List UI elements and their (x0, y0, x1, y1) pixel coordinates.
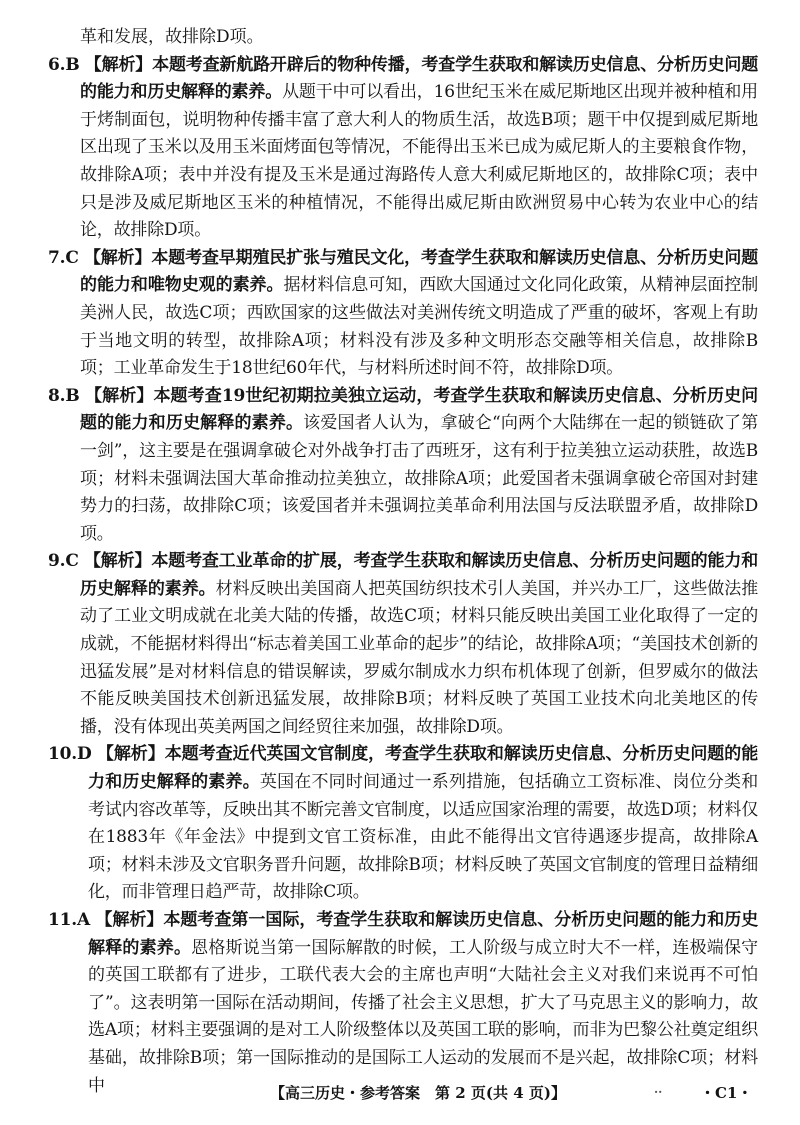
analysis-tag: 【解析】 (96, 744, 165, 765)
footer-page-info: 【高三历史・参考答案 第 2 页(共 4 页)】 (270, 1084, 566, 1102)
answer-body: 英国在不同时间通过一系列措施，包括确立工资标准、岗位分类和考试内容改革等，反映出其不断完善文官制度，以适应国家治理的需要，故选D项；材料仅在1883年《年金法》中提到文官工资标准，由此不能得出文官待遇逐步提高，故排除A项；材料未涉及文官职务晋升问题，故排除B项；材料反映了英国文官制度的管理日益精细化，而非管理日趋严苛，故排除C项。 (88, 772, 759, 903)
answer-number: 6.B (48, 54, 80, 75)
answer-item-8 (48, 383, 758, 549)
analysis-tag: 【解析】 (83, 247, 152, 268)
footer-dots: .. (654, 1082, 663, 1096)
answer-number: 9.C (48, 551, 79, 572)
answer-item-6 (48, 52, 758, 245)
analysis-tag: 【解析】 (85, 385, 154, 406)
answer-lead: 本题考查第一国际，考查学生获取和解读历史信息、分析历史问题的能力和历史解释的素养。 (88, 910, 758, 958)
footer-code: ・C1・ (700, 1084, 753, 1102)
answer-lead: 本题考查早期殖民扩张与殖民文化，考查学生获取和解读历史信息、分析历史问题的能力和唯物史观的素养。 (80, 247, 758, 296)
answer-lead: 本题考查新航路开辟后的物种传播，考查学生获取和解读历史信息、分析历史问题的能力和历史解释的素养。 (80, 54, 758, 103)
answer-item-9 (48, 548, 758, 741)
answer-number: 8.B (48, 385, 80, 406)
answer-number: 10.D (48, 744, 92, 765)
answer-number: 11.A (48, 910, 90, 930)
continuation-text: 革和发展，故排除D项。 (80, 27, 264, 47)
analysis-tag: 【解析】 (95, 910, 164, 930)
analysis-tag: 【解析】 (83, 551, 152, 572)
answer-lead: 本题考查19世纪初期拉美独立运动，考查学生获取和解读历史信息、分析历史问题的能力和历史解释的素养。 (80, 385, 758, 434)
answer-body: 恩格斯说当第一国际解散的时候，工人阶级与成立时大不一样，连极端保守的英国工联都有了进步，工联代表大会的主席也声明“大陆社会主义对我们来说再不可怕了”。这表明第一国际在活动期间，传播了社会主义思想，扩大了马克思主义的影响力，故选A项；材料主要强调的是对工人阶级整体以及英国工联的影响，而非为巴黎公社奠定组织基础，故排除B项；第一国际推动的是国际工人运动的发展而不是兴起，故排除C项；材料中 (88, 937, 758, 1096)
answer-body: 材料反映出美国商人把英国纺织技术引人美国，并兴办工厂，这些做法推动了工业文明成就在北美大陆的传播，故选C项；材料只能反映出美国工业化取得了一定的成就，不能据材料得出“标志着美国工业革命的起步”的结论，故排除A项；“美国技术创新的迅猛发展”是对材料信息的错误解读，罗威尔制成水力织布机体现了创新，但罗威尔的做法不能反映美国技术创新迅猛发展，故排除B项；材料反映了英国工业技术向北美地区的传播，没有体现出英美两国之间经贸往来加强，故排除D项。 (80, 578, 758, 737)
analysis-tag: 【解析】 (84, 54, 153, 75)
answer-lead: 本题考查工业革命的扩展，考查学生获取和解读历史信息、分析历史问题的能力和历史解释的素养。 (80, 551, 758, 599)
answer-body: 据材料信息可知，西欧大国通过文化同化政策，从精神层面控制美洲人民，故选C项；西欧国家的这些做法对美洲传统文明造成了严重的破坏，客观上有助于当地文明的转型，故排除A项；材料没有涉及多种文明形态交融等相关信息，故排除B项；工业革命发生于18世纪60年代，与材料所述时间不符，故排除D项。 (80, 275, 758, 379)
answer-body: 该爱国者人认为，拿破仑“向两个大陆绑在一起的锁链砍了第一剑”，这主要是在强调拿破仑对外战争打击了西班牙，这有利于拉美独立运动获胜，故选B项；材料未强调法国大革命推动拉美独立，故排除A项；此爱国者未强调拿破仑帝国对封建势力的扫荡，故排除C项；该爱国者并未强调拉美革命利用法国与反法联盟矛盾，故排除D项。 (80, 413, 758, 544)
page-footer (0, 1082, 800, 1106)
answer-content (48, 0, 758, 1100)
answer-item-11 (48, 907, 758, 1100)
answer-number: 7.C (48, 247, 79, 268)
answer-body: 从题干中可以看出，16世纪玉米在威尼斯地区出现并被种植和用于烤制面包，说明物种传播丰富了意大利人的物质生活，故选B项；题干中仅提到威尼斯地区出现了玉米以及用玉米面烤面包等情况，不能得出玉米已成为威尼斯人的主要粮食作物，故排除A项；表中并没有提及玉米是通过海路传人意大利威尼斯地区的，故排除C项；表中只是涉及威尼斯地区玉米的种植情况，不能得出威尼斯由欧洲贸易中心转为农业中心的结论，故排除D项。 (80, 82, 758, 241)
answer-item-7 (48, 245, 758, 383)
answer-item-10 (48, 741, 758, 907)
answer-lead: 本题考查近代英国文官制度，考查学生获取和解读历史信息、分析历史问题的能力和历史解释的素养。 (88, 744, 758, 793)
